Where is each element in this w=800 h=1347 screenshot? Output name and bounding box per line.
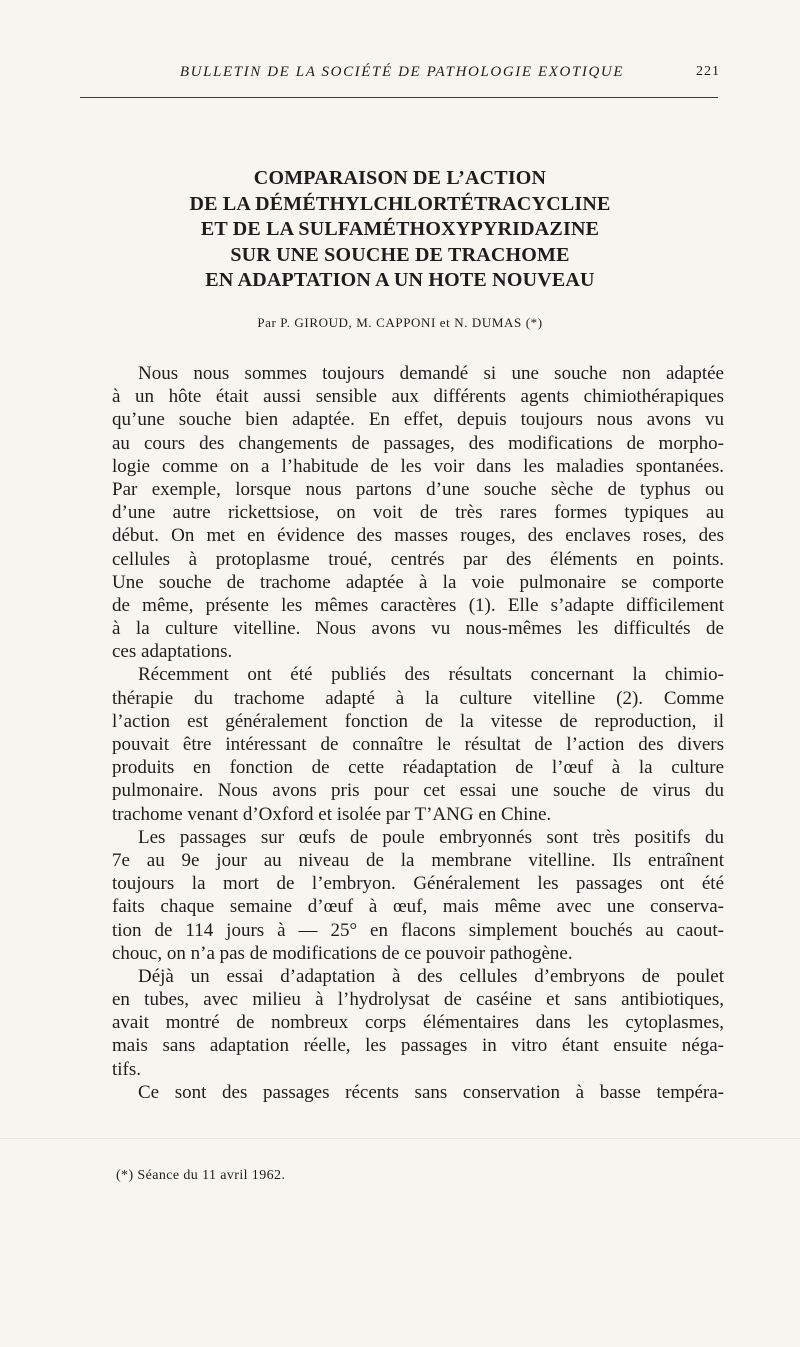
running-head <box>100 64 720 88</box>
text-line: Déjà un essai d’adaptation à des cellules d’embryons de poulet <box>138 965 724 987</box>
text-line: produits en fonction de cette réadaptation de l’œuf à la culture <box>112 757 724 779</box>
text-line: 7e au 9e jour au niveau de la membrane vitelline. Ils entraînent <box>112 849 724 871</box>
page-number: 221 <box>696 64 720 79</box>
text-line: Nous nous sommes toujours demandé si une souche non adaptée <box>138 363 724 384</box>
text-line: Les passages sur œufs de poule embryonnés sont très positifs du <box>138 826 724 848</box>
title-line: EN ADAPTATION A UN HOTE NOUVEAU <box>205 269 595 291</box>
text-line: en tubes, avec milieu à l’hydrolysat de caséine et sans antibiotiques, <box>112 989 724 1011</box>
paragraph <box>112 965 724 1081</box>
text-line: à un hôte était aussi sensible aux différents agents chimiothérapiques <box>112 386 724 408</box>
text-line: cellules à protoplasme troué, centrés par des éléments en points. <box>112 548 724 570</box>
text-line: l’action est généralement fonction de la vitesse de reproduction, il <box>112 710 724 732</box>
title-line: COMPARAISON DE L’ACTION <box>253 167 547 189</box>
show-through-shadow <box>0 1138 800 1139</box>
text-line: logie comme on a l’habitude de les voir dans les maladies spontanées. <box>112 455 724 477</box>
text-line: toujours la mort de l’embryon. Généralement les passages ont été <box>112 873 724 895</box>
text-line: de même, présente les mêmes caractères (1). Elle s’adapte difficilement <box>112 594 724 616</box>
text-line: pouvait être intéressant de connaître le résultat de l’action des divers <box>112 734 724 755</box>
text-line: Récemment ont été publiés des résultats concernant la chimio- <box>138 664 724 686</box>
title-line: DE LA DÉMÉTHYLCHLORTÉTRACYCLINE <box>189 192 611 215</box>
text-line: tion de 114 jours à — 25° en flacons simplement bouchés au caout- <box>112 919 724 941</box>
text-line: ces adaptations. <box>112 641 233 663</box>
text-line: mais sans adaptation réelle, les passages in vitro étant ensuite néga- <box>112 1035 724 1057</box>
author-byline: Par P. GIROUD, M. CAPPONI et N. DUMAS (*) <box>257 315 543 330</box>
title-line: ET DE LA SULFAMÉTHOXYPYRIDAZINE <box>200 218 600 240</box>
text-line: tifs. <box>112 1058 142 1080</box>
text-line: Ce sont des passages récents sans conservation à basse tempéra- <box>138 1081 724 1103</box>
text-line: chouc, on n’a pas de modifications de ce pouvoir pathogène. <box>112 942 573 964</box>
text-line: Une souche de trachome adaptée à la voie pulmonaire se comporte <box>112 571 724 593</box>
title-line: SUR UNE SOUCHE DE TRACHOME <box>230 243 570 266</box>
text-line: Par exemple, lorsque nous partons d’une souche sèche de typhus ou <box>112 478 724 500</box>
text-line: thérapie du trachome adapté à la culture vitelline (2). Comme <box>112 687 724 709</box>
paragraph <box>112 1081 724 1104</box>
text-line: à la culture vitelline. Nous avons vu nous-mêmes les difficultés de <box>112 618 724 640</box>
footnote: (*) Séance du 11 avril 1962. <box>116 1168 286 1183</box>
text-line: d’une autre rickettsiose, on voit de très rares formes typiques au <box>112 502 724 524</box>
text-line: au cours des changements de passages, des modifications de morpho- <box>112 432 724 454</box>
article-title <box>100 166 700 294</box>
paragraph <box>112 826 724 965</box>
paragraph <box>112 663 724 825</box>
text-line: avait montré de nombreux corps élémentaires dans les cytoplasmes, <box>112 1012 724 1034</box>
text-line: faits chaque semaine d’œuf à œuf, mais même avec une conserva- <box>112 896 724 918</box>
paragraph <box>112 362 724 663</box>
header-rule <box>80 97 718 98</box>
journal-title: BULLETIN DE LA SOCIÉTÉ DE PATHOLOGIE EXOTIQUE <box>179 64 625 80</box>
text-line: qu’une souche bien adaptée. En effet, depuis toujours nous avons vu <box>112 409 724 431</box>
text-line: pulmonaire. Nous avons pris pour cet essai une souche de virus du <box>112 780 724 802</box>
article-body <box>112 362 724 1104</box>
text-line: début. On met en évidence des masses rouges, des enclaves roses, des <box>112 525 724 547</box>
text-line: trachome venant d’Oxford et isolée par T’ANG en Chine. <box>112 803 552 825</box>
